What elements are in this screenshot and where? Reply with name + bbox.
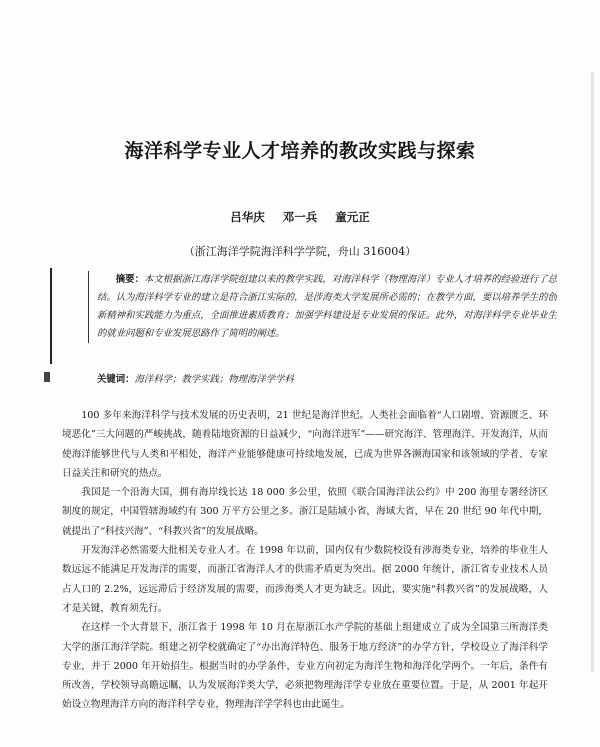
paper-title: 海洋科学专业人才培养的教改实践与探索 [124, 140, 476, 162]
abstract-text: 本文根据浙江海洋学院组建以来的教学实践，对海洋科学（物理海洋）专业人才培养的经验进行了总结。认为海洋科学专业的建立是符合浙江实际的，是涉海类大学发展所必需的；在教学方面，要以培养学生的创新精神和实践能力为重点，全面推进素质教育；加强学科建设是专业发展的保证。此外，对海洋科学专业毕业生的就业问题和专业发展思路作了简明的阐述。 [97, 274, 557, 339]
paragraph: 我国是一个沿海大国，拥有海岸线长达 18 000 多公里，依照《联合国海洋法公约》中 200 海里专署经济区制度的规定，中国管辖海域约有 300 万平方公里之多。浙江是陆域小省，海域大省，早在 20 世纪 90 年代中期，就提出了“科技兴海”、“科教兴省”的发展战略。 [62, 487, 548, 537]
paper-affiliation: （浙江海洋学院海洋科学学院，舟山 316004） [183, 245, 417, 258]
paragraph: 在这样一个大背景下，浙江省于 1998 年 10 月在原浙江水产学院的基础上组建成立了成为全国第三所海洋类大学的浙江海洋学院。组建之初学校就确定了“办出海洋特色、服务于地方经济”的办学方针，学校设立了海洋科学专业，并于 2000 年开始招生。根据当时的办学条件，专业方向初定为海洋生物和海洋化学两个。一年后，条件有所改善，学校领导高瞻远瞩，认为发展海洋类大学，必须把物理海洋学专业放在重要位置。于是，从 2001 年起开始设立物理海洋方向的海洋科学专业，物理海洋学学科也由此诞生。 [62, 622, 548, 711]
abstract [88, 271, 557, 343]
keywords [97, 371, 557, 385]
paper-authors: 吕华庆 邓一兵 童元正 [230, 210, 370, 224]
keywords-label: 关键词： [97, 374, 135, 385]
scan-mark [44, 372, 50, 382]
abstract-label: 摘要： [115, 274, 144, 285]
paragraph: 开发海洋必然需要大批相关专业人才。在 1998 年以前，国内仅有少数院校设有涉海类专业，培养的毕业生人数远远不能满足开发海洋的需要，而浙江省海洋人才的供需矛盾更为突出。据 2000 年统计，浙江省专业技术人员占人口的 2.2%，远远滞后于经济发展的需要，而涉海类人才更为缺乏。因此，要实施“科教兴省”的发展战略，人才是关键，教育须先行。 [62, 545, 548, 614]
abstract-margin-rule [50, 268, 52, 364]
paragraph: 100 多年来海洋科学与技术发展的历史表明，21 世纪是海洋世纪。人类社会面临着“人口剧增、资源匮乏、环境恶化”三大问题的严峻挑战，随着陆地资源的日益减少，“向海洋进军”——研究海洋、管理海洋、开发海洋，从而使海洋能够世代与人类和平相处，海洋产业能够健康可持续地发展，已成为世界各濒海国家和该领域的学者、专家日益关注和研究的热点。 [62, 410, 548, 479]
keywords-text: 海洋科学；教学实践；物理海洋学学科 [134, 374, 294, 385]
body-text [62, 406, 548, 715]
